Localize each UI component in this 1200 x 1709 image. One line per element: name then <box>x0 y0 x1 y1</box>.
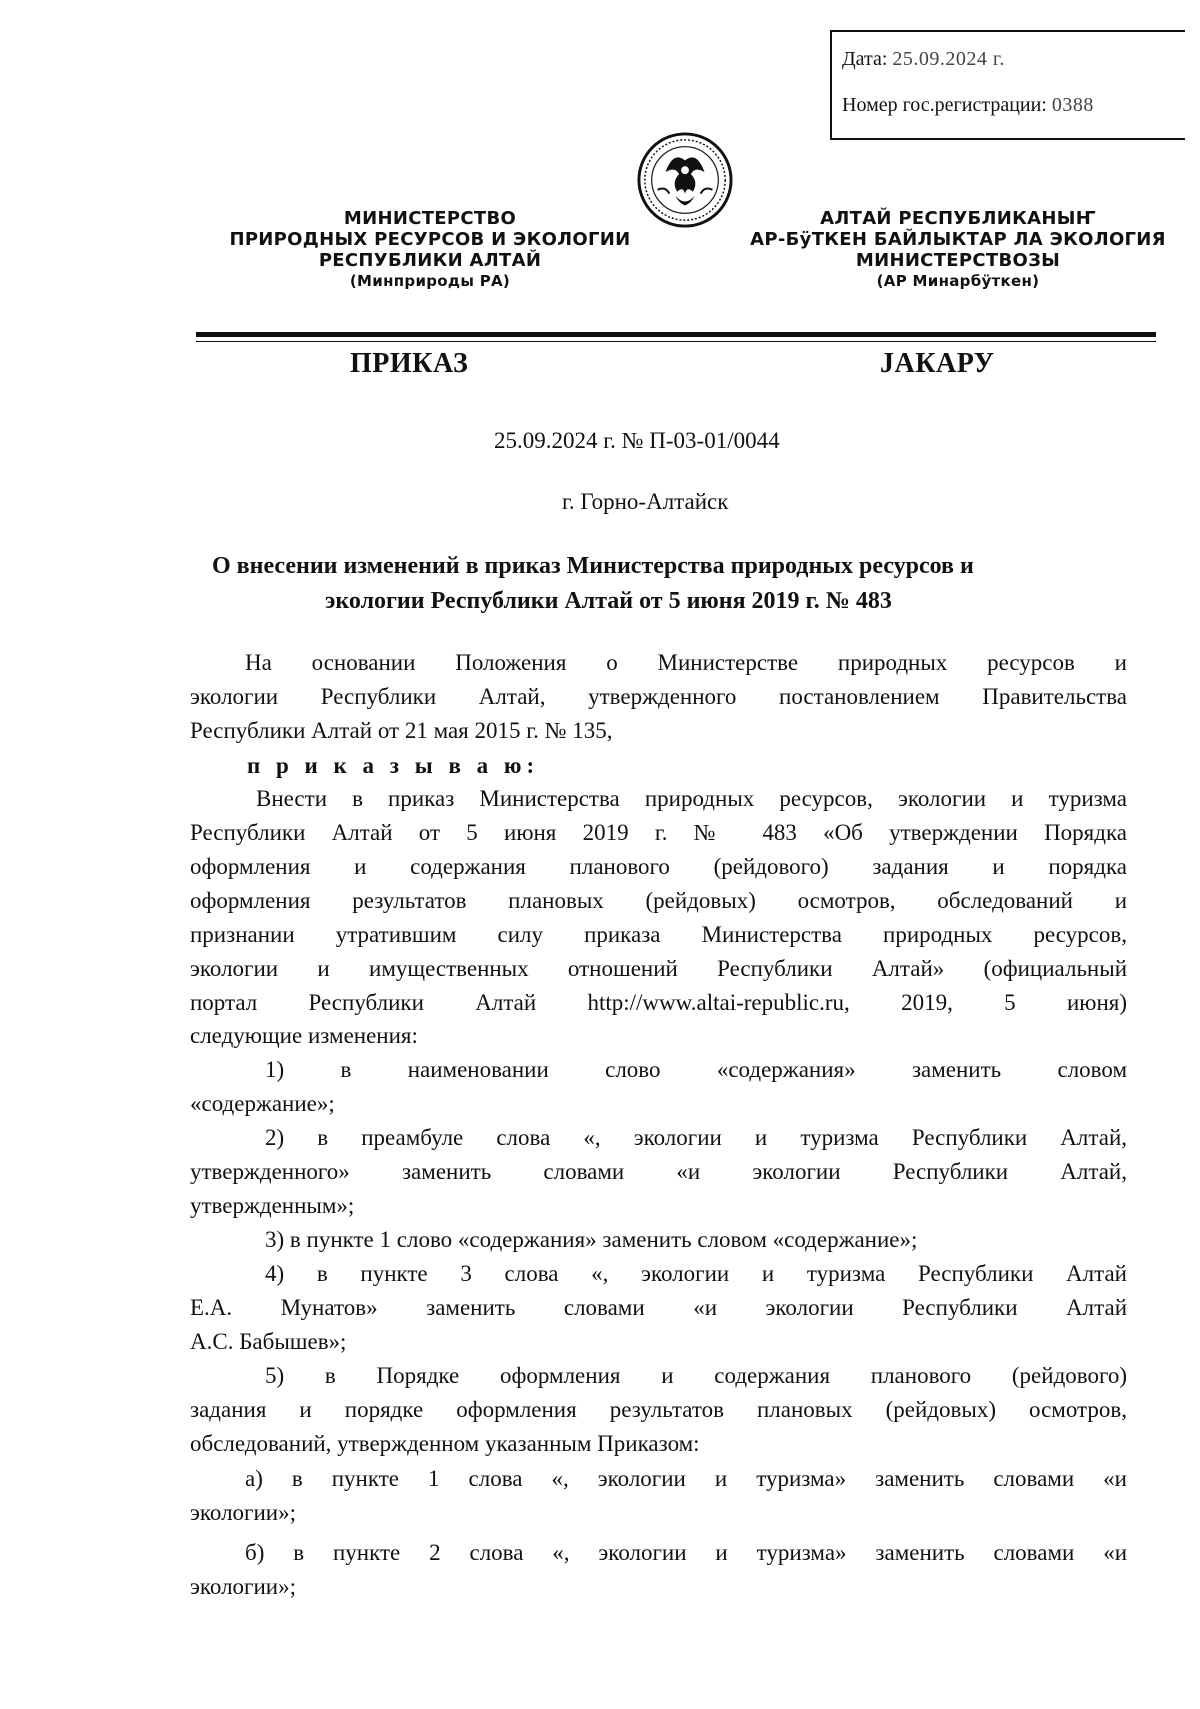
header-left-line: МИНИСТЕРСТВО <box>343 208 517 229</box>
main-paragraph-line: Внести в приказ Министерства природных ресурсов, экологии и туризма <box>256 786 1127 811</box>
header-right-ministry <box>738 208 1178 292</box>
list-item: утвержденного» заменить словами «и экологии Республики Алтай, <box>190 1159 1127 1184</box>
header-right-line: АР-БÿТКЕН БАЙЛЫКТАР ЛА ЭКОЛОГИЯ <box>750 229 1166 250</box>
header-right-line: АЛТАЙ РЕСПУБЛИКАНЫҤ <box>820 208 1096 229</box>
list-item: 3) в пункте 1 слово «содержания» заменить словом «содержание»; <box>265 1227 918 1252</box>
main-paragraph-line: оформления и содержания планового (рейдового) задания и порядка <box>190 854 1127 879</box>
header-left-line: РЕСПУБЛИКИ АЛТАЙ <box>318 250 542 271</box>
order-title-ru: ПРИКАЗ <box>350 348 469 379</box>
order-subject-line: экологии Республики Алтай от 5 июня 2019 г. № 483 <box>325 588 892 614</box>
list-item: б) в пункте 2 слова «, экологии и туризма» заменить словами «и <box>245 1540 1127 1565</box>
main-paragraph-line: признании утратившим силу приказа Министерства природных ресурсов, <box>190 922 1127 947</box>
registration-date-value: 25.09.2024 г. <box>892 48 1005 70</box>
preamble-line: Республики Алтай от 21 мая 2015 г. № 135, <box>190 718 613 743</box>
list-item: задания и порядке оформления результатов плановых (рейдовых) осмотров, <box>190 1397 1127 1422</box>
main-paragraph-line: следующие изменения: <box>190 1023 418 1048</box>
registration-number <box>842 94 1094 117</box>
order-title-alt: JАКАРУ <box>880 348 995 379</box>
list-item: обследований, утвержденном указанным Приказом: <box>190 1431 700 1456</box>
header-left-line: ПРИРОДНЫХ РЕСУРСОВ И ЭКОЛОГИИ <box>229 229 631 250</box>
list-item: 4) в пункте 3 слова «, экологии и туризма Республики Алтай <box>265 1261 1127 1286</box>
header-left-ministry <box>200 208 660 292</box>
order-subject-line: О внесении изменений в приказ Министерства природных ресурсов и <box>212 553 974 579</box>
list-item: экологии»; <box>190 1500 296 1525</box>
list-item: 1) в наименовании слово «содержания» заменить словом <box>265 1057 1127 1082</box>
order-word: п р и к а з ы в а ю: <box>247 753 540 778</box>
main-paragraph-line: экологии и имущественных отношений Республики Алтай» (официальный <box>190 956 1127 981</box>
list-item: «содержание»; <box>190 1091 335 1116</box>
main-paragraph-line: Республики Алтай от 5 июня 2019 г. № 483 «Об утверждении Порядка <box>190 820 1127 845</box>
list-item: 5) в Порядке оформления и содержания планового (рейдового) <box>265 1363 1127 1388</box>
order-city: г. Горно-Алтайск <box>562 489 729 514</box>
list-item: экологии»; <box>190 1574 296 1599</box>
registration-number-value: 0388 <box>1051 94 1094 116</box>
order-date-number: 25.09.2024 г. № П-03-01/0044 <box>494 428 780 453</box>
list-item: Е.А. Мунатов» заменить словами «и экологии Республики Алтай <box>190 1295 1127 1320</box>
header-divider-thick <box>196 332 1156 337</box>
header-right-line: МИНИСТЕРСТВОЗЫ <box>855 250 1061 271</box>
list-item: а) в пункте 1 слова «, экологии и туризма» заменить словами «и <box>245 1466 1127 1491</box>
registration-date <box>842 48 1005 71</box>
list-item: А.С. Бабышев»; <box>190 1329 347 1354</box>
registration-date-label: Дата: <box>842 48 888 70</box>
list-item: утвержденным»; <box>190 1193 355 1218</box>
header-divider-thin <box>196 341 1156 342</box>
main-paragraph-line: портал Республики Алтай http://www.altai-republic.ru, 2019, 5 июня) <box>190 990 1127 1015</box>
registration-number-label: Номер гос.регистрации: <box>842 94 1047 116</box>
header-left-abbr: (Минприроды РА) <box>349 272 511 290</box>
list-item: 2) в преамбуле слова «, экологии и туризма Республики Алтай, <box>265 1125 1127 1150</box>
preamble-line: экологии Республики Алтай, утвержденного постановлением Правительства <box>190 684 1127 709</box>
header-right-abbr: (АР Минарбÿткен) <box>876 272 1040 290</box>
registration-box <box>830 30 1185 140</box>
preamble-line: На основании Положения о Министерстве природных ресурсов и <box>245 650 1127 675</box>
main-paragraph-line: оформления результатов плановых (рейдовых) осмотров, обследований и <box>190 888 1127 913</box>
